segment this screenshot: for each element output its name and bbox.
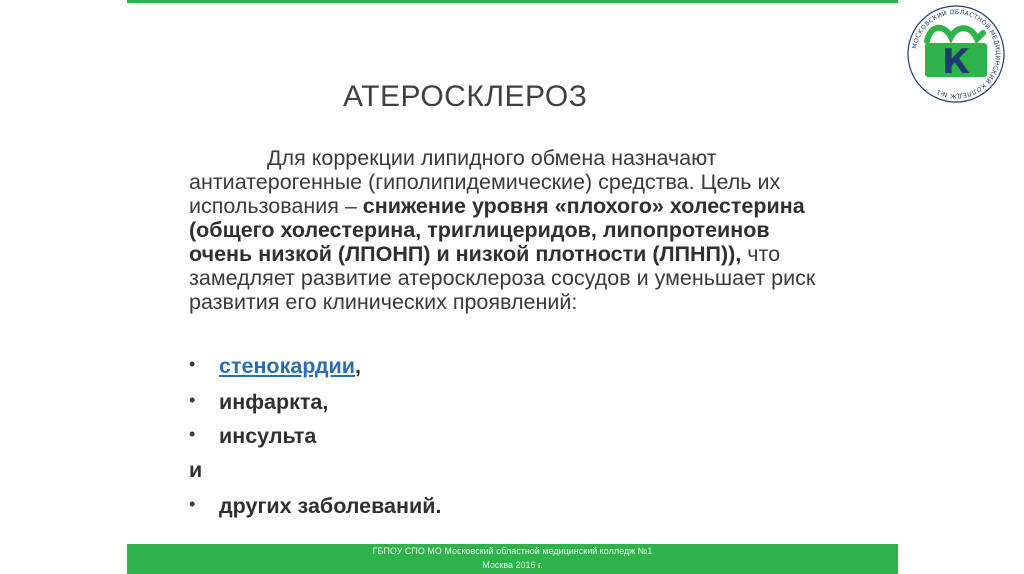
list-item-suffix: , [354, 354, 361, 378]
logo-ring-text: МОСКОВСКИЙ ОБЛАСТНОЙ МЕДИЦИНСКИЙ КОЛЛЕДЖ №1 [911, 8, 1002, 100]
paragraph-conclusion: что замедляет развитие атеросклероза сосудов и уменьшает риск развития его клинических проявлений: [189, 242, 816, 314]
footer-city-year: Москва 2016 г. [482, 560, 543, 570]
bullet-icon: • [189, 494, 196, 514]
paragraph-intro: Для коррекции липидного обмена назначают антиатерогенные (гиполипидемические) средства. Цель их использования – [189, 146, 781, 218]
list-item-text [219, 354, 361, 379]
footer-bar [127, 544, 898, 574]
stenocardia-link[interactable]: стенокардии [219, 354, 355, 378]
bullet-icon: • [189, 354, 196, 374]
bullet-icon: • [189, 424, 196, 444]
footer-institution: ГБПОУ СПО МО Московский областной медицинский колледж №1 [372, 546, 653, 556]
logo-letter: К [942, 42, 970, 82]
slide-title: АТЕРОСКЛЕРОЗ [343, 80, 588, 113]
list-item-text: инфаркта, [219, 390, 329, 414]
paragraph-bold-text: снижение уровня «плохого» холестерина (общего холестерина, триглицеридов, липопротеинов очень низкой (ЛПОНП) и низкой плотности (ЛПНП)), [189, 194, 805, 266]
college-logo [905, 3, 1007, 105]
body-paragraph [189, 146, 829, 314]
list-item-text: инсульта [219, 424, 317, 448]
top-accent-line [127, 0, 898, 3]
list-item-text: других заболеваний. [219, 494, 442, 518]
bullet-icon: • [189, 390, 196, 410]
list-conjunction: и [189, 458, 203, 482]
